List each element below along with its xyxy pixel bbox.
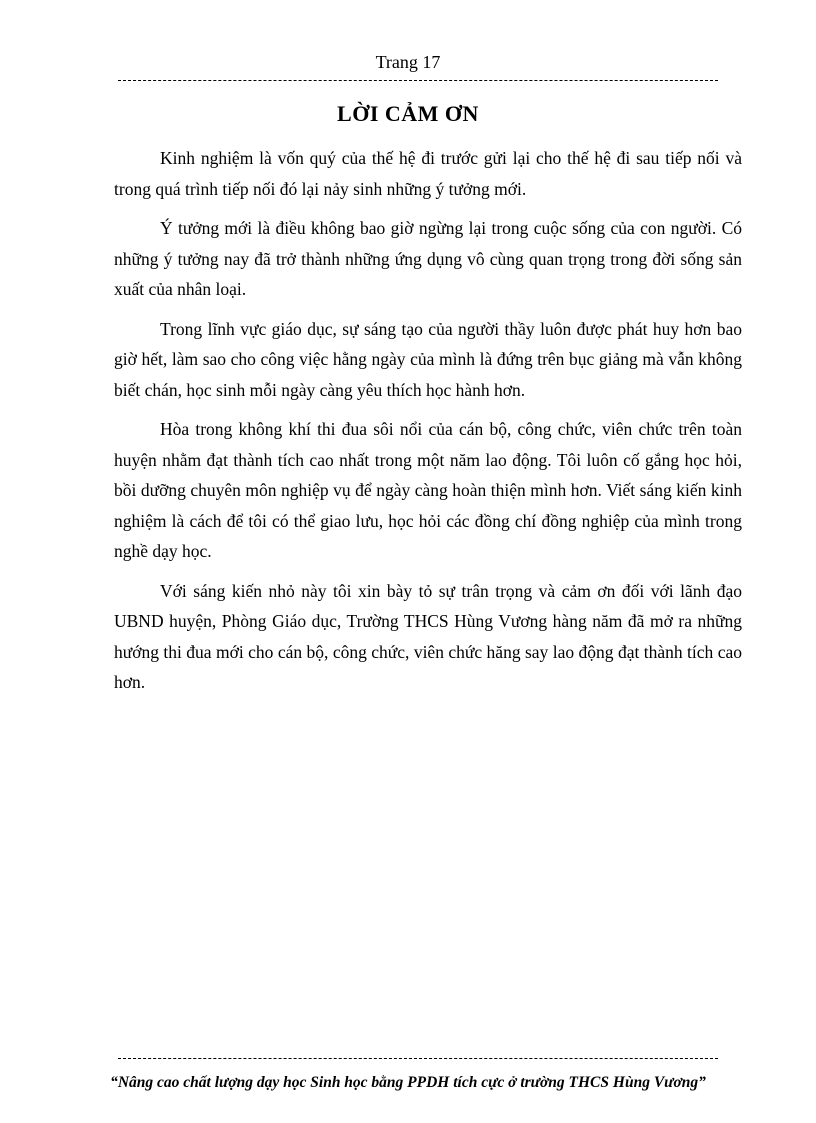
body-text	[114, 143, 742, 707]
paragraph-3: Trong lĩnh vực giáo dục, sự sáng tạo của người thầy luôn được phát huy hơn bao giờ hết, làm sao cho công việc hằng ngày của mình là đứng trên bục giảng mà vẫn không biết chán, học sinh mỗi ngày càng yêu thích học hành hơn.	[114, 318, 742, 400]
header-divider	[118, 80, 718, 81]
page-title: LỜI CẢM ƠN	[337, 101, 479, 126]
paragraph-5: Với sáng kiến nhỏ này tôi xin bày tỏ sự trân trọng và cảm ơn đối với lãnh đạo UBND huyện, Phòng Giáo dục, Trường THCS Hùng Vương hàng năm đã mở ra những hướng thi đua mới cho cán bộ, công chức, viên chức hăng say lao động đạt thành tích cao hơn.	[114, 580, 742, 692]
footer-title: “Nâng cao chất lượng dạy học Sinh học bằng PPDH tích cực ở trường THCS Hùng Vương”	[110, 1074, 706, 1091]
paragraph-1: Kinh nghiệm là vốn quý của thế hệ đi trước gửi lại cho thế hệ đi sau tiếp nối và trong quá trình tiếp nối đó lại nảy sinh những ý tưởng mới.	[114, 148, 742, 199]
footer-divider	[118, 1058, 718, 1059]
paragraph-4: Hòa trong không khí thi đua sôi nổi của cán bộ, công chức, viên chức trên toàn huyện nhằm đạt thành tích cao nhất trong một năm lao động. Tôi luôn cố gắng học hỏi, bồi dưỡng chuyên môn nghiệp vụ để ngày càng hoàn thiện mình hơn. Viết sáng kiến kinh nghiệm là cách để tôi có thể giao lưu, học hỏi các đồng chí đồng nghiệp của mình trong nghề dạy học.	[114, 419, 742, 561]
page-number: Trang 17	[375, 52, 441, 72]
paragraph-2: Ý tưởng mới là điều không bao giờ ngừng lại trong cuộc sống của con người. Có những ý tưởng nay đã trở thành những ứng dụng vô cùng quan trọng trong đời sống sản xuất của nhân loại.	[114, 218, 742, 299]
